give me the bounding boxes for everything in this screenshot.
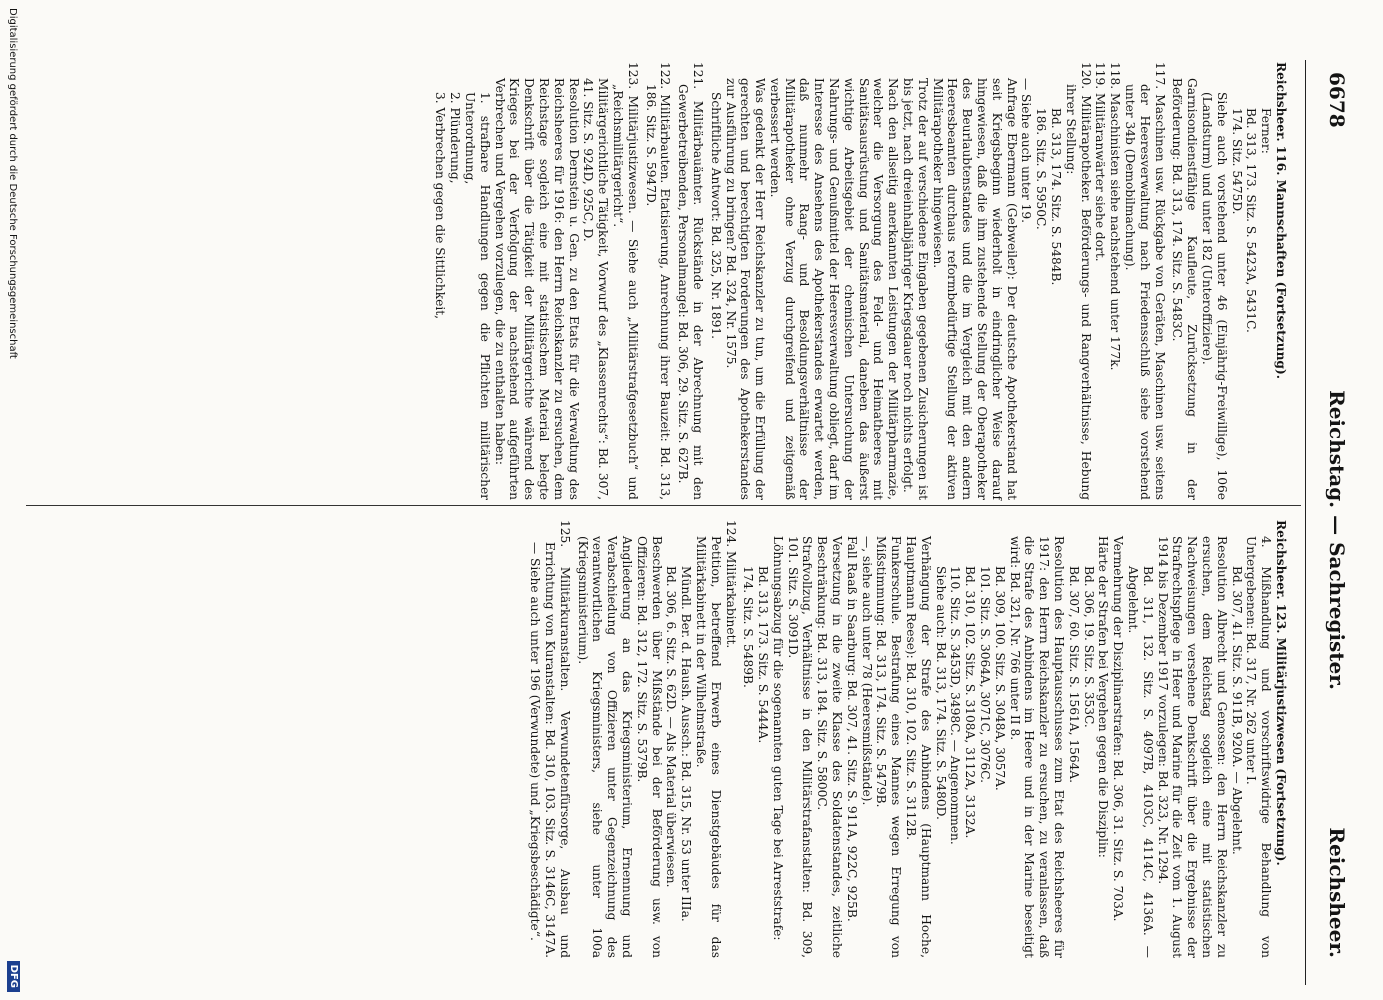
register-line: Ferner: — [1259, 108, 1274, 154]
register-line: 3. Verbrechen gegen die Sittlichkeit, — [433, 92, 448, 319]
digitization-credit: Digitalisierung gefördert durch die Deutsche Forschungsgemeinschaft — [7, 8, 18, 359]
left-column — [433, 62, 1288, 500]
register-line: 101. Sitz. S. 3064A, 3071C, 3076C. — [978, 566, 993, 783]
register-line: Bd. 310, 102. Sitz. S. 3108A, 3112A, 3132A. — [963, 566, 978, 839]
register-line: 174. Sitz. 5475D. — [1229, 108, 1244, 215]
register-line: Garnisondienstfähige Kaufleute, Zurücksetzung in der Beförderung: Bd. 313, 174. Sitz. S. 5483C. — [1170, 78, 1200, 500]
register-line: 124. Militärkabinett. — [723, 520, 738, 649]
register-line: Petition, betreffend Erwerb eines Dienstgebäudes für das Militärkabinett in der Wilhelmstraße. — [693, 536, 723, 958]
column-divider — [26, 505, 1301, 506]
register-line: 174. Sitz. S. 5489B. — [741, 566, 756, 688]
register-line: Verhängung der Strafe des Anbindens (Hauptmann Hoche, Hauptmann Reese): Bd. 310, 102. Sitz. S. 3112B. — [904, 536, 933, 958]
register-line: Versetzung in die zweite Klasse des Soldatenstandes, zeitliche Beschränkung: Bd. 313, 184. Sitz. S. 5800C. — [815, 536, 845, 958]
running-head: Reichsheer. — [1325, 827, 1349, 958]
register-line: 1. strafbare Handlungen gegen die Pflichten militärischer Unterordnung, — [462, 92, 492, 500]
register-line: 119. Militäranwärter siehe dort. — [1093, 62, 1108, 262]
register-line: Bd. 306, 19. Sitz. S. 353C. — [1081, 566, 1096, 728]
running-title: Reichstag. — Sachregister. — [1325, 390, 1349, 690]
register-line: Bd. 307, 60. Sitz. S. 1561A, 1564A. — [1066, 566, 1081, 784]
register-line: Vermehrung der Disziplinarstrafen: Bd. 306, 31. Sitz. S. 703A. — [1111, 536, 1126, 922]
register-line: 122. Militärbauten. Etatisierung, Anrechnung ihrer Bauzeit: Bd. 313, 186. Sitz. S. 5947D. — [643, 62, 673, 500]
register-line: 110. Sitz. S. 3453D, 3498C. — Angenommen. — [948, 566, 963, 845]
register-line: Löhnungsabzug für die sogenannten guten Tage bei Arreststrafe: — [770, 536, 785, 941]
register-line: Strafvollzug, Verhältnisse in den Militärstrafanstalten: Bd. 309, 101. Sitz. S. 3091D. — [785, 536, 815, 958]
register-line: Siehe auch vorstehend unter 46 (Einjährig-Freiwillige), 106e (Landsturm) und unter 182 (Unteroffiziere). — [1200, 92, 1229, 500]
register-line: Militärgerichtliche Tätigkeit, Vorwurf des „Klassenrechts“: Bd. 307, 41. Sitz. S. 924D, 925C, D. — [581, 78, 611, 500]
register-line: Bd. 313, 173. Sitz. S. 5423A, 5431C. — [1244, 108, 1259, 333]
register-line: Bd. 313, 174. Sitz. S. 5484B. — [1049, 108, 1064, 286]
right-column — [527, 520, 1288, 958]
register-line: Funkerschule. Bestrafung eines Mannes wegen Erregung von Mißstimmung: Bd. 313, 174. Sitz. S. 5479B. — [874, 536, 904, 958]
register-line: Bd. 311, 132. Sitz. S. 4097B, 4103C, 4114C, 4136A. — Abgelehnt. — [1126, 566, 1155, 958]
register-line: Angliederung an das Kriegsministerium, Ernennung und Verabschiedung von Offizieren unter Gegenzeichnung des verantwortlichen Kriegsministers, siehe unter 100a (Kriegsministerium). — [575, 536, 634, 958]
register-line: Nach den allseitig anerkannten Leistungen der Militärpharmazie, welcher die Versorgung des Feld- und Heimatheeres mit Sanitätsausrüstung und Sanitätsmaterial, daneben das äußerst wichtige Arbeitsgebiet der chemischen Untersuchung der Nahrungs- und Genußmittel der Heeresverwaltung obliegt, darf im Interesse des Ansehens des Apothekerstandes erwartet werden, daß nunmehr Rang- und Besoldungsverhältnisse der Militärapotheker ohne Verzug durchgreifend und zeitgemäß verbessert werden. — [767, 78, 901, 500]
register-line: 117. Maschinen usw. Rückgabe von Geräten, Maschinen usw. seitens der Heeresverwaltung nach Friedensschluß siehe vorstehend unter 34b (Demobilmachung). — [1123, 62, 1167, 500]
register-line: — Siehe auch unter 19. — [1019, 78, 1034, 224]
register-line: 4. Mißhandlung und vorschriftswidrige Behandlung von Untergebenen: Bd. 317, Nr. 262 unter I. — [1244, 536, 1274, 958]
register-line: Schriftliche Antwort: Bd. 325, Nr. 1891. — [708, 92, 723, 340]
footer — [0, 0, 24, 1000]
register-line: Bd. 306, 6. Sitz. S. 62D. — Als Material überwiesen. — [664, 566, 679, 888]
register-line: 120. Militärapotheker. Beförderungs- und Rangverhältnisse, Hebung ihrer Stellung: — [1063, 62, 1093, 500]
register-line: Bd. 307, 41. Sitz. S. 911B, 920A. — Abgelehnt. — [1229, 566, 1244, 855]
page-header — [1303, 50, 1363, 980]
register-line: Trotz der auf verschiedene Eingaben gegebenen Zusicherungen ist bis jetzt, nach dreieinhalbjähriger Kriegsdauer noch nichts erfolgt. — [901, 78, 930, 500]
register-line: Reichsheer. 123. Militärjustizwesen (Fortsetzung). — [1274, 520, 1288, 866]
register-line: Bd. 309, 100. Sitz. S. 3048A, 3057A. — [992, 566, 1007, 791]
register-line: 2. Plünderung, — [448, 92, 463, 184]
register-line: Bd. 313, 173. Sitz. S. 5444A. — [756, 566, 771, 744]
register-line: 118. Maschinisten siehe nachstehend unter 177k. — [1108, 62, 1123, 371]
register-line: Fall Raaß in Saarburg: Bd. 307, 41. Sitz. S. 911A, 922C, 925B. — [844, 536, 859, 922]
register-line: Siehe auch: Bd. 313, 174. Sitz. S. 5480D. — [933, 566, 948, 820]
register-line: Was gedenkt der Herr Reichskanzler zu tun, um die Erfüllung der gerechten und berechtigten Forderungen des Apothekerstandes zur Ausführung zu bringen? Bd. 324, Nr. 1575. — [723, 78, 768, 500]
register-line: Resolution des Hauptausschusses zum Etat des Reichsheeres für 1917: den Herrn Reichskanzler zu ersuchen, zu veranlassen, daß die Strafe des Anbindens im Heere und in der Marine beseitigt wird: Bd. 321, Nr. 766 unter II 8. — [1007, 536, 1067, 958]
register-line: Reichsheer. 116. Mannschaften (Fortsetzung). — [1274, 62, 1288, 379]
register-line: 123. Militärjustizwesen. — Siehe auch „Militärstrafgesetzbuch“ und „Reichsmilitärgericht“. — [610, 62, 640, 500]
page-number: 6678 — [1325, 72, 1349, 128]
register-line: 125. Militärkuranstalten. Verwundetenfürsorge, Ausbau und Errichtung von Kuranstalten: Bd. 310, 103. Sitz. S. 3146C, 3147A. — Siehe auch unter 196 (Verwundete) und „Kriegsbeschädigte“. — [528, 520, 572, 958]
register-line: Härte der Strafen bei Vergehen gegen die Disziplin: — [1096, 536, 1111, 858]
register-line: 121. Militärbauämter. Rückstände in der Abrechnung mit den Gewerbetreibenden, Personalmangel: Bd. 306, 29. Sitz. S. 627B. — [676, 62, 705, 500]
register-line: Anfrage Ebermann (Gebweiler): Der deutsche Apothekerstand hat seit Kriegsbeginn wiederholt in eindringlicher Weise darauf hingewiesen, daß die ihm zustehende Stellung der Oberapotheker des Beurlaubtenstandes und die im Vergleich mit den andern Heeresbeamten durchaus reformbedürftige Stellung der aktiven Militärapotheker hingewiesen. — [930, 78, 1019, 500]
register-line: 186. Sitz. S. 5950C. — [1034, 108, 1049, 230]
register-line: Resolution Dernstein u. Gen. zu den Etats für die Verwaltung des Reichsheeres für 1916: den Herrn Reichskanzler zu ersuchen, dem Reichstage sogleich eine mit statistischem Material belegte Denkschrift über die Tätigkeit der Militärgerichte während des Krieges bei der Verfolgung der nachstehend aufgeführten Verbrechen und Vergehen vorzulegen, die zu enthalten haben: — [492, 78, 581, 500]
register-line: Mündl. Ber. d. Haush. Aussch.: Bd. 315, Nr. 53 unter IIIa. — [679, 566, 694, 922]
register-line: Beschwerden über Mißstände bei der Beförderung usw. von Offizieren: Bd. 312, 172. Sitz. S. 5379B. — [634, 536, 664, 958]
register-line: —, siehe auch unter 78 (Heeresmißstände). — [859, 536, 874, 806]
dfg-logo: DFG — [7, 961, 20, 992]
register-line: Resolution Albrecht und Genossen: den Herrn Reichskanzler zu ersuchen, dem Reichstag sogleich eine mit statistischen Nachweisungen versehene Denkschrift über die Ergebnisse der Strafrechtspflege in Heer und Marine für die Zeit vom 1. August 1914 bis Dezember 1917 vorzulegen: Bd. 323, Nr. 1294. — [1155, 536, 1229, 958]
header-rule — [1305, 60, 1306, 985]
